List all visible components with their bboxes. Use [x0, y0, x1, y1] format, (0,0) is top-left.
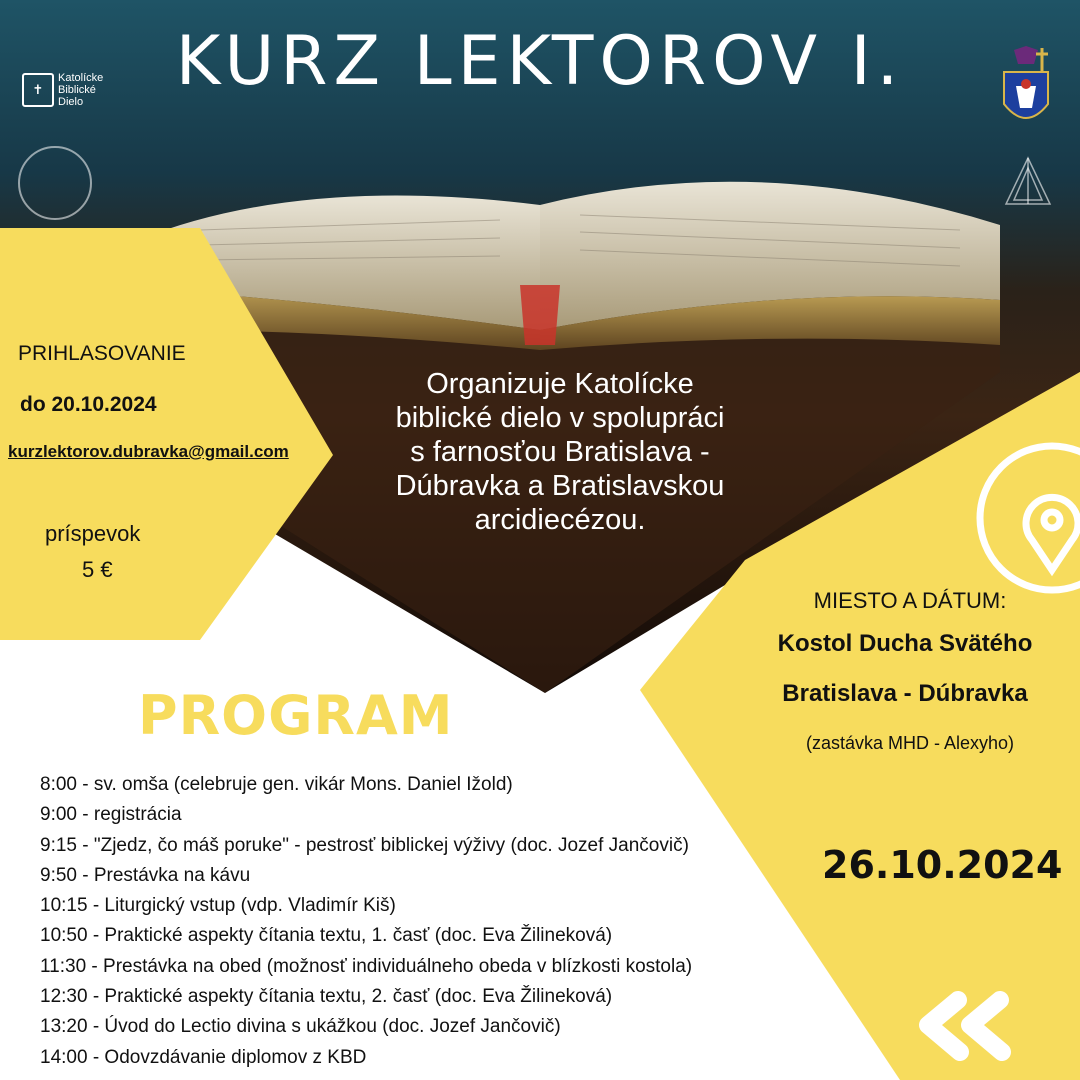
coat-of-arms-icon — [998, 46, 1054, 136]
page-title: KURZ LEKTOROV I. — [175, 22, 905, 101]
organizer-line: Organizuje Katolícke — [426, 368, 694, 400]
program-item: 13:20 - Úvod do Lectio divina s ukážkou (doc. Jozef Jančovič) — [40, 1016, 561, 1038]
program-item: 9:00 - registrácia — [40, 804, 182, 826]
location-church: Kostol Ducha Svätého — [777, 630, 1033, 657]
church-emblem-icon — [1000, 154, 1056, 210]
book-icon: ✝ — [22, 73, 54, 107]
program-item: 9:50 - Prestávka na kávu — [40, 864, 251, 886]
kbd-logo-line: Katolícke — [58, 72, 104, 84]
organizer-line: biblické dielo v spolupráci — [395, 402, 725, 434]
organizer-line: Dúbravka a Bratislavskou — [395, 470, 725, 502]
program-list — [40, 770, 692, 1073]
kbd-logo — [22, 72, 103, 108]
location-city: Bratislava - Dúbravka — [782, 680, 1028, 707]
program-item: 10:50 - Praktické aspekty čítania textu, 1. časť (doc. Eva Žilineková) — [40, 925, 613, 947]
book-image — [138, 182, 1000, 350]
kbd-logo-line: Biblické — [58, 84, 96, 96]
fee-label: príspevok — [45, 521, 141, 546]
registration-email-link[interactable]: kurzlektorov.dubravka@gmail.com — [8, 442, 289, 461]
registration-deadline: do 20.10.2024 — [20, 393, 157, 416]
location-label: MIESTO A DÁTUM: — [813, 588, 1007, 613]
location-stop: (zastávka MHD - Alexyho) — [805, 733, 1015, 753]
organizer-text — [340, 367, 780, 537]
kbd-logo-line: Dielo — [58, 96, 84, 108]
program-item: 8:00 - sv. omša (celebruje gen. vikár Mons. Daniel Ižold) — [40, 774, 513, 795]
program-item: 12:30 - Praktické aspekty čítania textu, 2. časť (doc. Eva Žilineková) — [40, 986, 613, 1008]
organizer-line: arcidiecézou. — [474, 504, 646, 536]
parish-seal-icon — [18, 146, 92, 220]
program-item: 14:00 - Odovzdávanie diplomov z KBD — [40, 1046, 367, 1068]
fee-value: 5 € — [82, 557, 113, 582]
registration-label: PRIHLASOVANIE — [18, 342, 186, 365]
organizer-line: s farnosťou Bratislava - — [410, 436, 710, 468]
program-item: 9:15 - "Zjedz, čo máš poruke" - pestrosť biblickej výživy (doc. Jozef Jančovič) — [40, 834, 689, 856]
program-item: 11:30 - Prestávka na obed (možnosť individuálneho obeda v blízkosti kostola) — [40, 955, 693, 977]
program-heading: PROGRAM — [138, 684, 454, 747]
program-item: 10:15 - Liturgický vstup (vdp. Vladimír Kiš) — [40, 895, 396, 917]
event-date: 26.10.2024 — [822, 843, 1063, 887]
